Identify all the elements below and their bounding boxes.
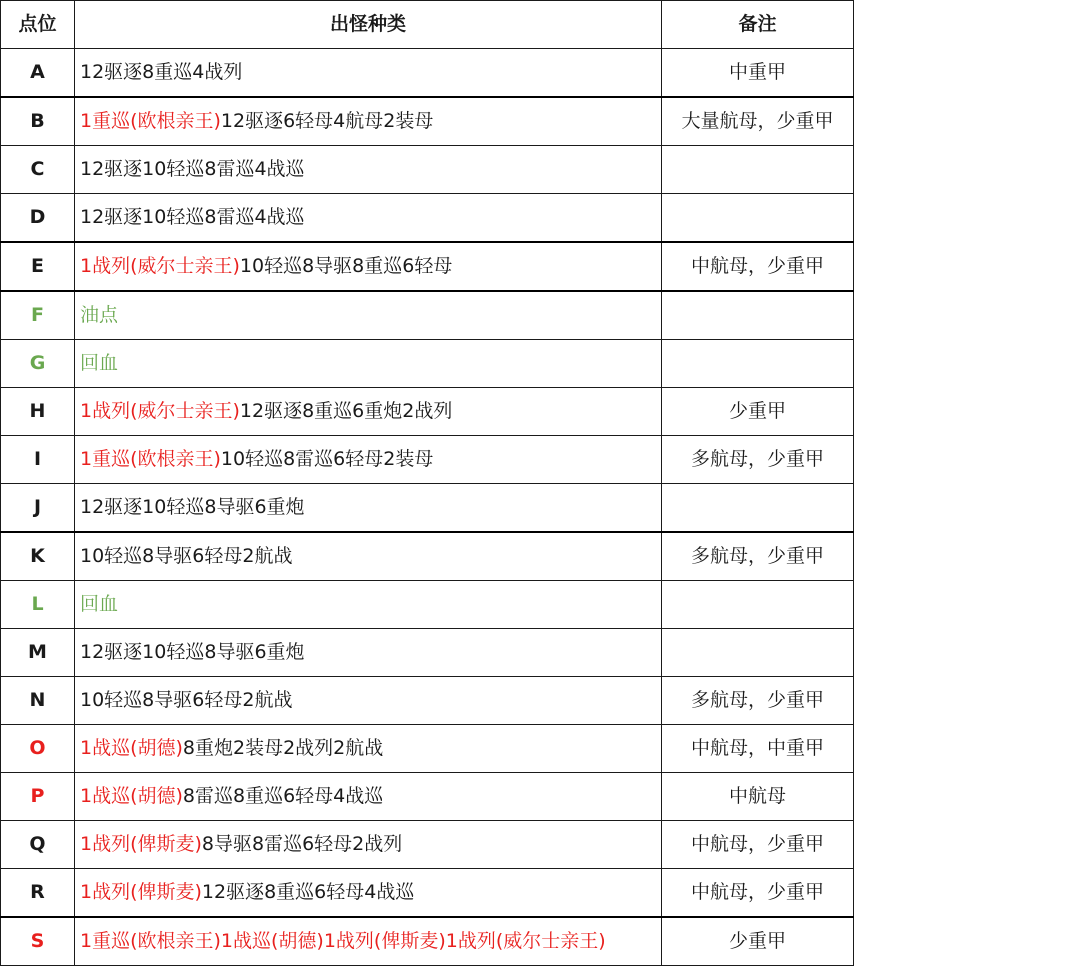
table-row [1, 725, 854, 773]
point-cell: I [1, 436, 75, 484]
enemy-text: 12驱逐8重巡6轻母4战巡 [201, 881, 415, 903]
note-cell [662, 291, 854, 340]
point-cell: N [1, 677, 75, 725]
table-row [1, 629, 854, 677]
boss-text: 1战列(俾斯麦) [80, 833, 202, 855]
header-note: 备注 [662, 1, 854, 49]
enemy-cell [75, 869, 662, 918]
note-cell: 中航母，少重甲 [662, 242, 854, 291]
enemy-text: 10轻巡8导驱6轻母2航战 [80, 689, 293, 711]
enemy-cell [75, 773, 662, 821]
enemy-cell [75, 436, 662, 484]
enemy-cell [75, 532, 662, 581]
table-row [1, 291, 854, 340]
enemy-text: 8重炮2装母2战列2航战 [182, 737, 384, 759]
point-cell: A [1, 49, 75, 98]
enemy-text: 回血 [80, 352, 119, 374]
header-row [1, 1, 854, 49]
table-row [1, 532, 854, 581]
enemy-text: 12驱逐10轻巡8导驱6重炮 [80, 641, 305, 663]
enemy-cell [75, 146, 662, 194]
note-cell: 多航母，少重甲 [662, 532, 854, 581]
table-row [1, 49, 854, 98]
enemy-cell [75, 629, 662, 677]
enemy-text: 8雷巡8重巡6轻母4战巡 [182, 785, 384, 807]
enemy-cell [75, 484, 662, 533]
note-cell [662, 484, 854, 533]
point-cell: Q [1, 821, 75, 869]
enemy-cell [75, 581, 662, 629]
table-row [1, 869, 854, 918]
boss-text: 1战列(俾斯麦) [80, 881, 202, 903]
note-cell: 少重甲 [662, 388, 854, 436]
note-cell: 中航母 [662, 773, 854, 821]
enemy-text: 12驱逐10轻巡8导驱6重炮 [80, 496, 305, 518]
point-cell: P [1, 773, 75, 821]
enemy-text: 12驱逐10轻巡8雷巡4战巡 [80, 206, 305, 228]
point-cell: G [1, 340, 75, 388]
enemy-cell [75, 725, 662, 773]
enemy-text: 8导驱8雷巡6轻母2战列 [201, 833, 403, 855]
table-row [1, 194, 854, 243]
boss-text: 1重巡(欧根亲王)1战巡(胡德)1战列(俾斯麦)1战列(威尔士亲王) [80, 930, 606, 952]
note-cell [662, 194, 854, 243]
header-enemies: 出怪种类 [75, 1, 662, 49]
enemy-text: 油点 [80, 304, 119, 326]
header-point: 点位 [1, 1, 75, 49]
point-cell: M [1, 629, 75, 677]
table-row [1, 773, 854, 821]
enemy-cell [75, 97, 662, 146]
table-row [1, 340, 854, 388]
enemy-cell [75, 388, 662, 436]
table-row [1, 242, 854, 291]
table-row [1, 146, 854, 194]
table-row [1, 97, 854, 146]
enemy-cell [75, 291, 662, 340]
note-cell: 大量航母，少重甲 [662, 97, 854, 146]
note-cell [662, 581, 854, 629]
enemy-text: 10轻巡8雷巡6轻母2装母 [220, 448, 434, 470]
boss-text: 1战列(威尔士亲王) [80, 400, 240, 422]
table-row [1, 917, 854, 966]
point-cell: O [1, 725, 75, 773]
note-cell [662, 629, 854, 677]
note-cell: 多航母，少重甲 [662, 677, 854, 725]
point-cell: D [1, 194, 75, 243]
boss-text: 1战列(威尔士亲王) [80, 255, 240, 277]
boss-text: 1战巡(胡德) [80, 785, 183, 807]
table-row [1, 821, 854, 869]
point-cell: C [1, 146, 75, 194]
enemy-text: 12驱逐8重巡4战列 [80, 61, 243, 83]
note-cell [662, 146, 854, 194]
note-cell: 中航母，少重甲 [662, 821, 854, 869]
enemy-cell [75, 49, 662, 98]
table-row [1, 677, 854, 725]
note-cell: 中航母，中重甲 [662, 725, 854, 773]
point-cell: K [1, 532, 75, 581]
enemy-text: 回血 [80, 593, 119, 615]
table-row [1, 388, 854, 436]
note-cell: 多航母，少重甲 [662, 436, 854, 484]
table-row [1, 581, 854, 629]
enemy-cell [75, 677, 662, 725]
note-cell [662, 340, 854, 388]
point-cell: H [1, 388, 75, 436]
enemy-text: 10轻巡8导驱6轻母2航战 [80, 545, 293, 567]
enemy-text: 10轻巡8导驱8重巡6轻母 [239, 255, 453, 277]
note-cell: 少重甲 [662, 917, 854, 966]
point-cell: L [1, 581, 75, 629]
enemy-cell [75, 340, 662, 388]
enemy-cell [75, 242, 662, 291]
enemy-cell [75, 194, 662, 243]
point-cell: B [1, 97, 75, 146]
point-cell: J [1, 484, 75, 533]
enemy-text: 12驱逐10轻巡8雷巡4战巡 [80, 158, 305, 180]
note-cell: 中航母，少重甲 [662, 869, 854, 918]
point-cell: F [1, 291, 75, 340]
boss-text: 1重巡(欧根亲王) [80, 448, 221, 470]
enemy-text: 12驱逐8重巡6重炮2战列 [239, 400, 453, 422]
boss-text: 1战巡(胡德) [80, 737, 183, 759]
note-cell: 中重甲 [662, 49, 854, 98]
enemy-cell [75, 917, 662, 966]
enemy-text: 12驱逐6轻母4航母2装母 [220, 110, 434, 132]
point-cell: S [1, 917, 75, 966]
boss-text: 1重巡(欧根亲王) [80, 110, 221, 132]
point-cell: R [1, 869, 75, 918]
table-row [1, 436, 854, 484]
enemy-cell [75, 821, 662, 869]
point-cell: E [1, 242, 75, 291]
table-row [1, 484, 854, 533]
